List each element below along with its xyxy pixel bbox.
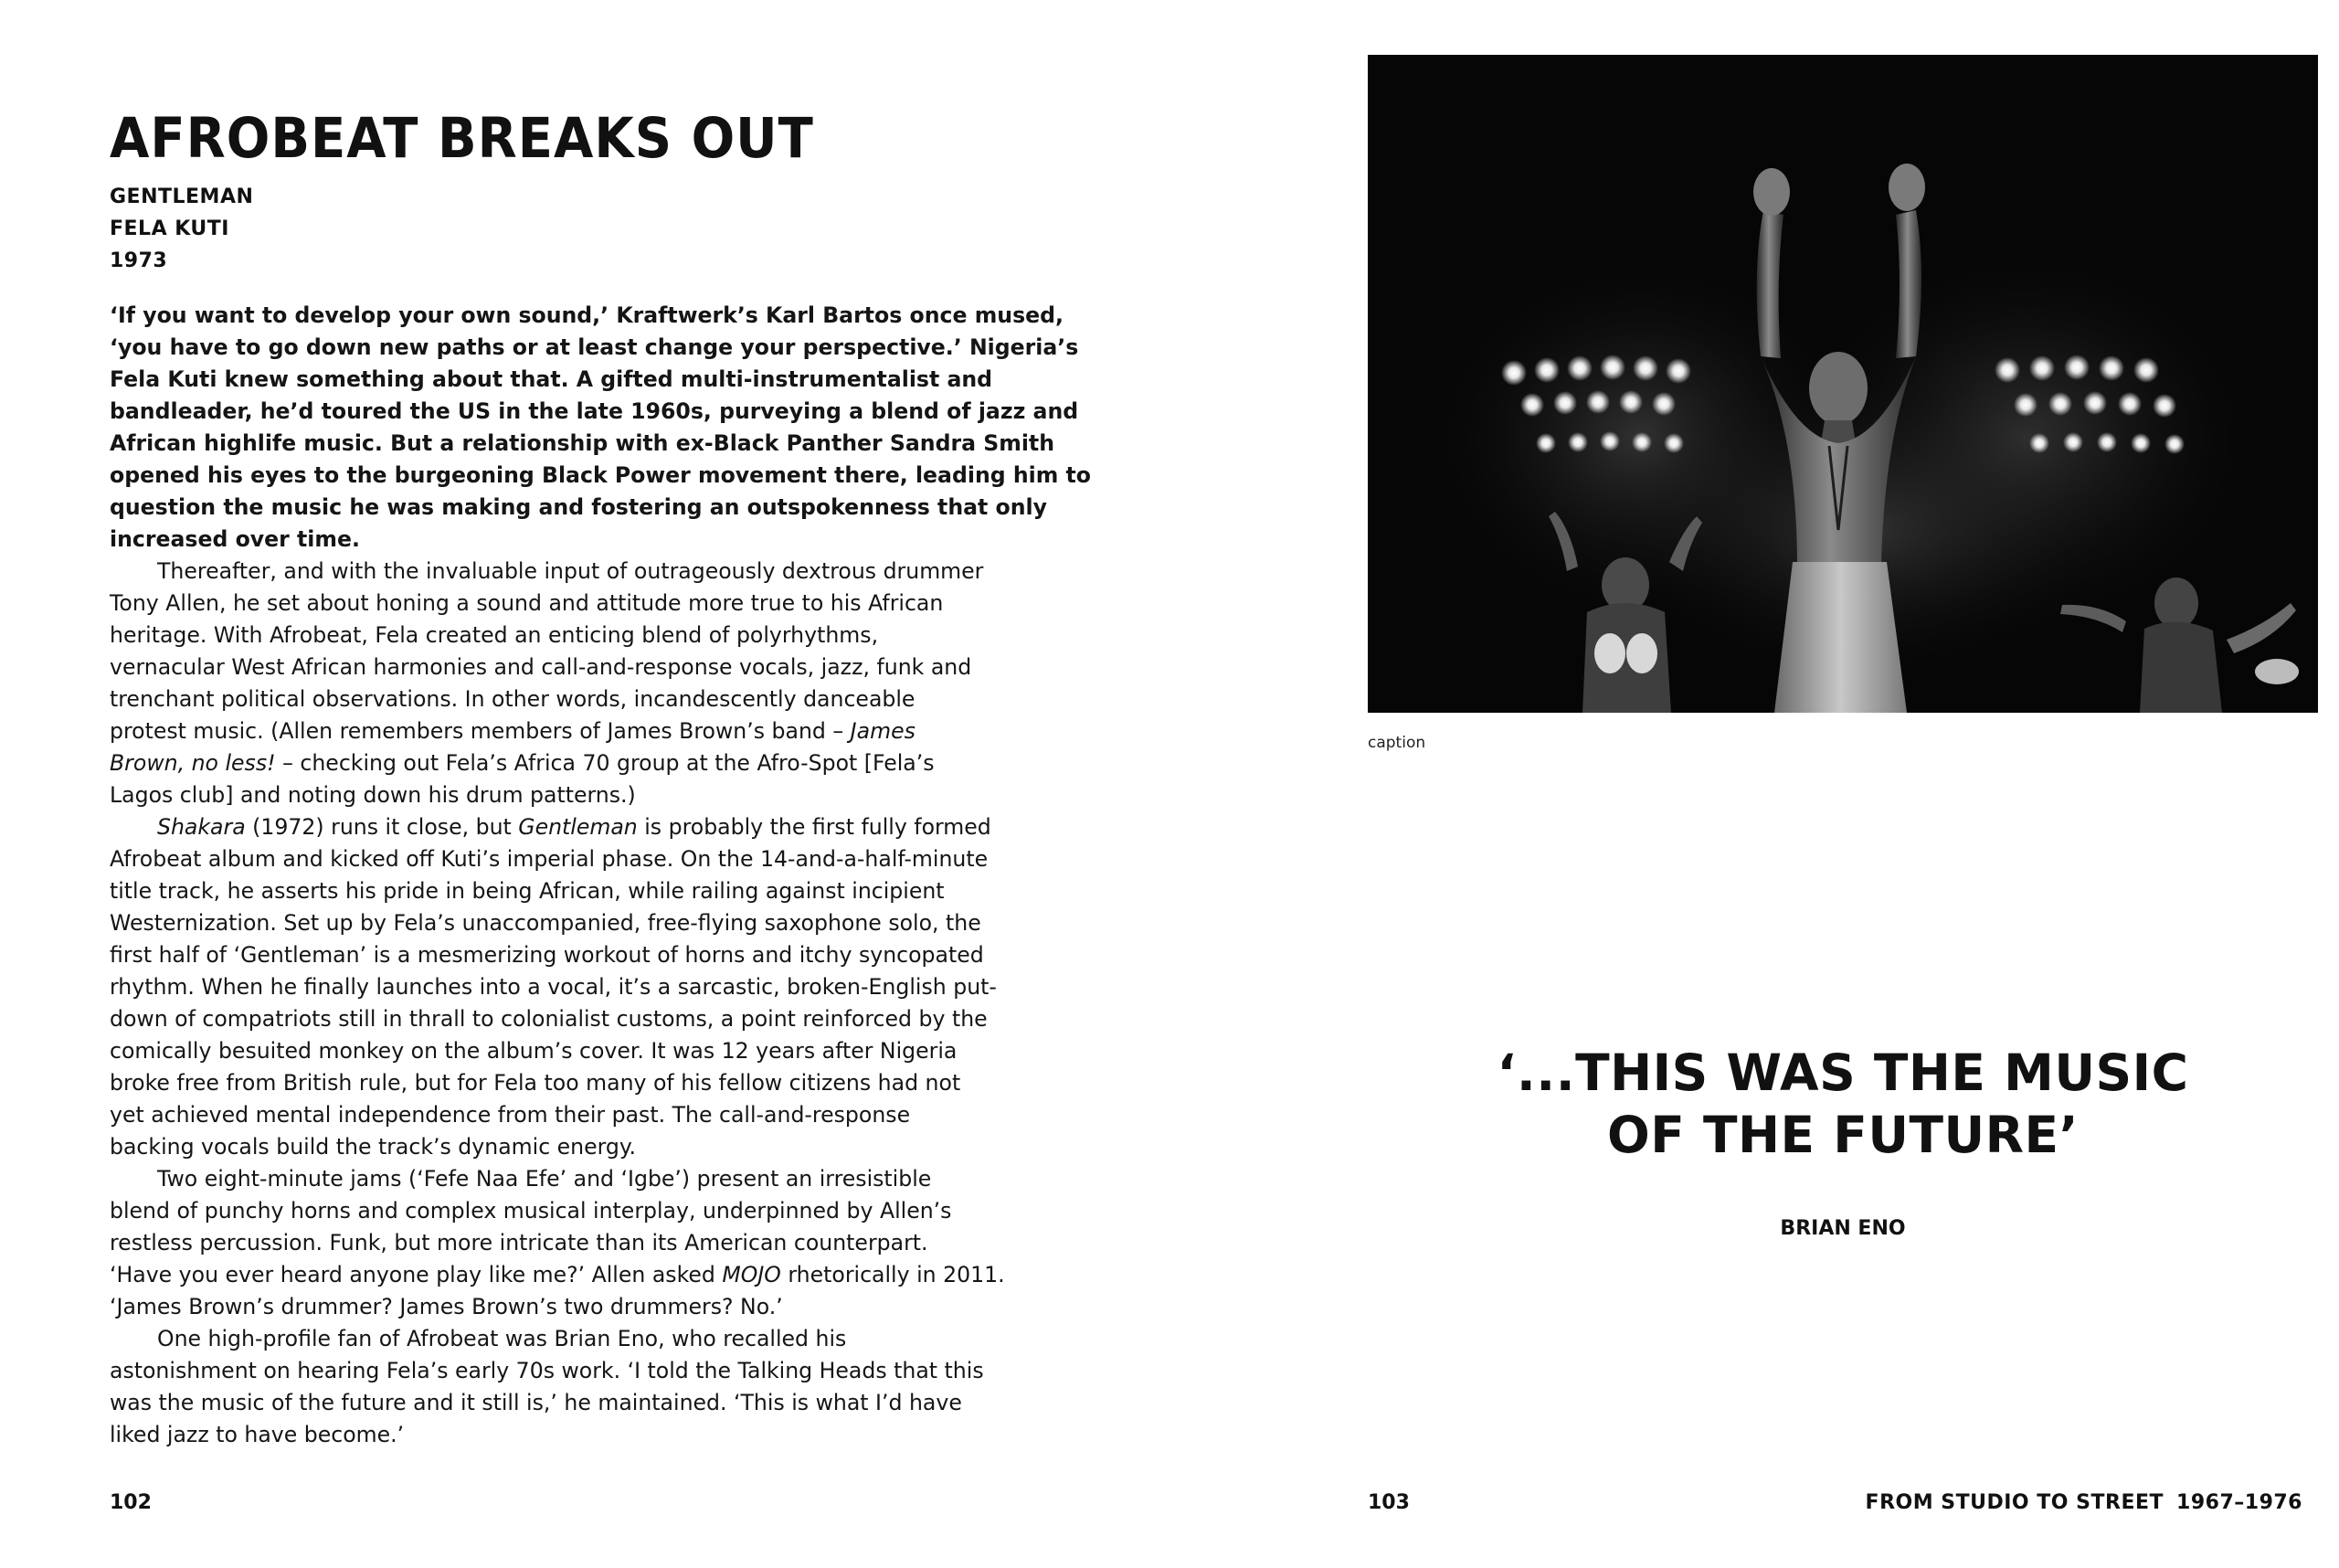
body-line: African highlife music. But a relationship with ex-Black Panther Sandra Smith bbox=[110, 430, 1055, 456]
body-line: opened his eyes to the burgeoning Black Power movement there, leading him to bbox=[110, 462, 1092, 488]
running-head-years: 1967–1976 bbox=[2176, 1491, 2302, 1514]
body-line: question the music he was making and fostering an outspokenness that only bbox=[110, 494, 1048, 520]
body-line: liked jazz to have become.’ bbox=[110, 1422, 405, 1447]
body-line: vernacular West African harmonies and call-and-response vocals, jazz, funk and bbox=[110, 654, 972, 680]
body-italic-run: Shakara bbox=[157, 814, 246, 840]
album-meta bbox=[110, 181, 253, 277]
body-line bbox=[110, 811, 1005, 843]
page-number-right: 103 bbox=[1368, 1491, 1410, 1514]
body-line: down of compatriots still in thrall to colonialist customs, a point reinforced by the bbox=[110, 1006, 988, 1032]
body-line: was the music of the future and it still is,’ he maintained. ‘This is what I’d have bbox=[110, 1390, 962, 1415]
running-head bbox=[1866, 1491, 2302, 1514]
article-body bbox=[110, 300, 1092, 1451]
body-line bbox=[110, 747, 1005, 779]
body-text-run: (1972) runs it close, but bbox=[252, 814, 512, 840]
body-line: trenchant political observations. In other words, incandescently danceable bbox=[110, 686, 915, 712]
body-line: Afrobeat album and kicked off Kuti’s imperial phase. On the 14-and-a-half-minute bbox=[110, 846, 989, 872]
body-text-run: – checking out Fela’s Africa 70 group at the Afro-Spot [Fela’s bbox=[282, 750, 935, 776]
pull-quote bbox=[1368, 1042, 2318, 1166]
body-line: blend of punchy horns and complex musical interplay, underpinned by Allen’s bbox=[110, 1198, 952, 1224]
body-line: comically besuited monkey on the album’s cover. It was 12 years after Nigeria bbox=[110, 1038, 958, 1064]
pull-quote-line: OF THE FUTURE’ bbox=[1607, 1106, 2079, 1164]
body-text-run: is probably the first fully formed bbox=[644, 814, 991, 840]
article-title: AFROBEAT BREAKS OUT bbox=[110, 106, 814, 172]
body-italic-run: Brown, no less! bbox=[110, 750, 276, 776]
body-line bbox=[110, 1259, 1005, 1291]
artist-name: FELA KUTI bbox=[110, 217, 229, 240]
body-line: heritage. With Afrobeat, Fela created an enticing blend of polyrhythms, bbox=[110, 622, 879, 648]
body-line: ‘you have to go down new paths or at least change your perspective.’ Nigeria’s bbox=[110, 334, 1079, 360]
body-line: increased over time. bbox=[110, 526, 360, 552]
body-line: Tony Allen, he set about honing a sound and attitude more true to his African bbox=[110, 590, 944, 616]
body-line: ‘If you want to develop your own sound,’ Kraftwerk’s Karl Bartos once mused, bbox=[110, 302, 1064, 328]
body-line: broke free from British rule, but for Fela too many of his fellow citizens had not bbox=[110, 1070, 961, 1096]
concert-photo bbox=[1368, 55, 2318, 713]
release-year: 1973 bbox=[110, 249, 168, 272]
body-line: backing vocals build the track’s dynamic energy. bbox=[110, 1134, 637, 1160]
body-line bbox=[110, 715, 1005, 747]
body-line: yet achieved mental independence from their past. The call-and-response bbox=[110, 1102, 911, 1128]
body-italic-run: Gentleman bbox=[518, 814, 638, 840]
album-title: GENTLEMAN bbox=[110, 185, 254, 208]
photo-caption: caption bbox=[1368, 734, 1426, 752]
body-line: One high-profile fan of Afrobeat was Brian Eno, who recalled his bbox=[157, 1326, 847, 1351]
body-line: astonishment on hearing Fela’s early 70s work. ‘I told the Talking Heads that this bbox=[110, 1358, 984, 1383]
body-line: Lagos club] and noting down his drum patterns.) bbox=[110, 782, 636, 808]
body-line: Westernization. Set up by Fela’s unaccompanied, free-flying saxophone solo, the bbox=[110, 910, 981, 936]
body-line: title track, he asserts his pride in being African, while railing against incipient bbox=[110, 878, 945, 904]
running-head-title: FROM STUDIO TO STREET bbox=[1865, 1491, 2164, 1514]
body-line: ‘James Brown’s drummer? James Brown’s two drummers? No.’ bbox=[110, 1294, 783, 1319]
body-line: first half of ‘Gentleman’ is a mesmerizing workout of horns and itchy syncopated bbox=[110, 942, 984, 968]
pull-quote-line: ‘...THIS WAS THE MUSIC bbox=[1497, 1044, 2189, 1102]
body-text-run: rhetorically in 2011. bbox=[788, 1262, 1005, 1287]
page-number-left: 102 bbox=[110, 1491, 152, 1514]
body-text-run: ‘Have you ever heard anyone play like me?’ Allen asked bbox=[110, 1262, 715, 1287]
body-italic-run: MOJO bbox=[722, 1262, 781, 1287]
body-line: Fela Kuti knew something about that. A gifted multi-instrumentalist and bbox=[110, 366, 993, 392]
body-line: bandleader, he’d toured the US in the late 1960s, purveying a blend of jazz and bbox=[110, 398, 1079, 424]
body-line: restless percussion. Funk, but more intricate than its American counterpart. bbox=[110, 1230, 928, 1255]
body-line: Thereafter, and with the invaluable input of outrageously dextrous drummer bbox=[157, 558, 984, 584]
body-italic-run: James bbox=[850, 718, 915, 744]
quote-attribution: BRIAN ENO bbox=[1780, 1217, 1906, 1240]
body-text-run: protest music. (Allen remembers members of James Brown’s band – bbox=[110, 718, 844, 744]
body-line: Two eight-minute jams (‘Fefe Naa Efe’ and ‘Igbe’) present an irresistible bbox=[157, 1166, 932, 1192]
body-line: rhythm. When he finally launches into a vocal, it’s a sarcastic, broken-English put- bbox=[110, 974, 997, 1000]
